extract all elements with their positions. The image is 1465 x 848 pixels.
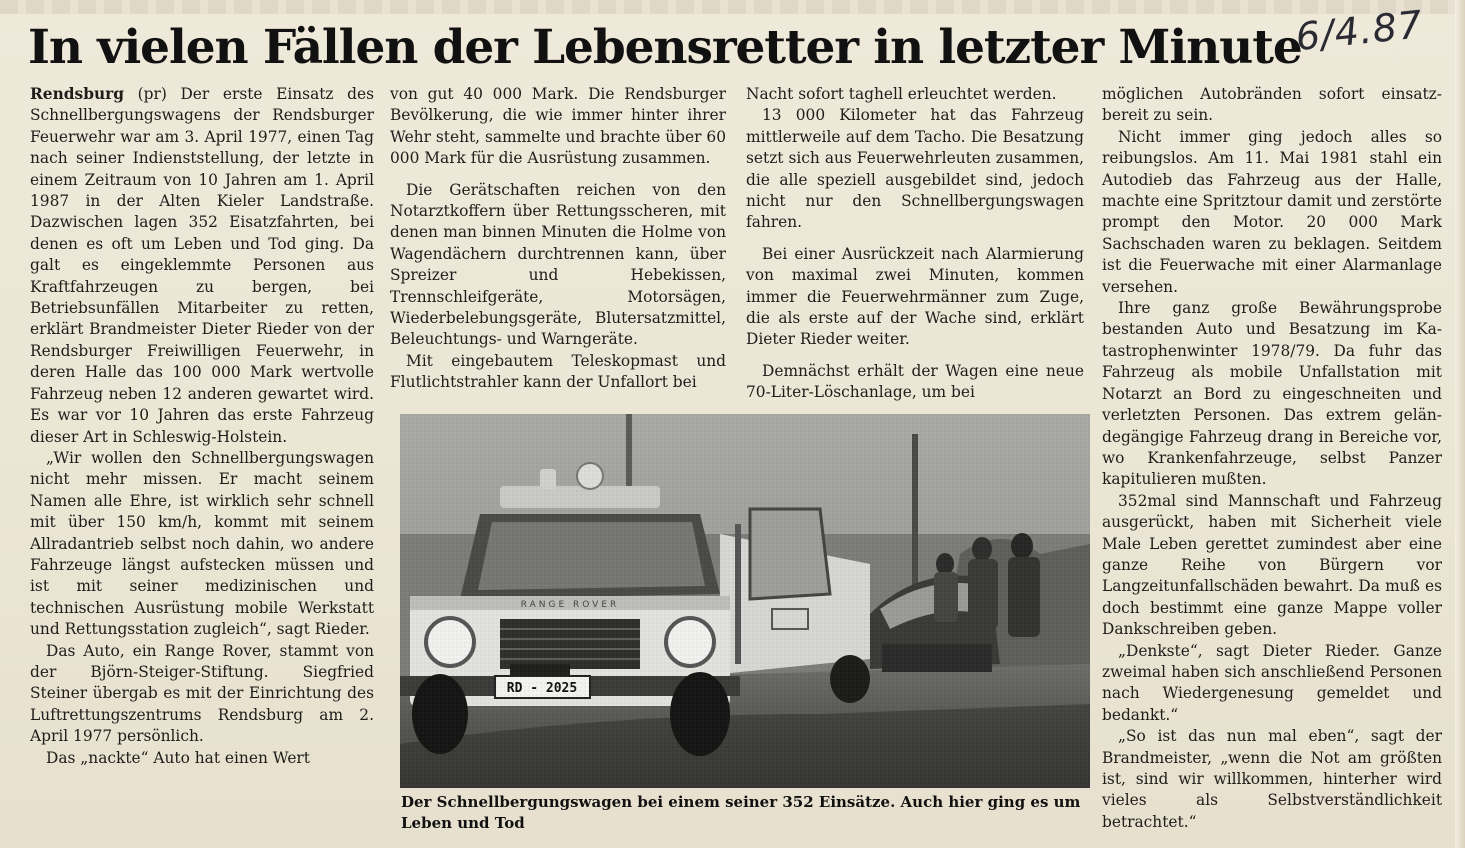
article-column-4: [1102, 84, 1442, 844]
paragraph: Nicht immer ging jedoch alles so reibungslos. Am 11. Mai 1981 stahl ein Autodieb das Fahrzeug aus der Halle, machte eine Spritztour damit und zerstörte prompt den Motor. 20 000 Mark Sachschaden waren zu beklagen. Seitdem ist die Feuerwache mit einer Alarmanlage versehen.: [1102, 127, 1442, 296]
headline: In vielen Fällen der Lebensretter in letzter Minute: [28, 20, 1302, 75]
cut-off-previous-line: [0, 0, 1465, 14]
paragraph: Das „nackte“ Auto hat einen Wert: [46, 748, 310, 767]
article-column-3: [746, 84, 1084, 414]
handwritten-date: 6/4.87: [1293, 2, 1426, 60]
paragraph: 352mal sind Mannschaft und Fahrzeug ausgerückt, haben mit Sicherheit viele Male Leben gerettet zumindest aber eine ganze Reihe von Bürgern vor Langzeitunfallschäden bewahrt. Da muß es doch bestimmt eine ganze Mappe voller Dankschreiben geben.: [1102, 491, 1442, 639]
dateline: Rendsburg: [30, 85, 125, 103]
paragraph: von gut 40 000 Mark. Die Rendsburger Bevölkerung, die wie immer hinter ihrer Wehr steht, sammelte und brachte über 60 000 Mark für die Ausrüstung zusammen.: [390, 85, 726, 168]
paragraph: Rendsburg (pr) Der erste Einsatz des Schnellbergungswagens der Rendsburger Feuerwehr war am 3. April 1977, einen Tag nach seiner Indienststellung, der letzte in einem Zeitraum von 10 Jahren am 1. April 1987 in der Alten Kieler Landstraße. Dazwischen lagen 352 Eisatzfahrten, bei denen es oft um Leben und Tod ging. Da galt es eingeklemmte Personen aus Kraftfahrzeugen zu bergen, bei Betriebsunfällen Mitarbeiter zu retten, erklärt Brandmeister Dieter Rieder von der Rendsburger Freiwilligen Feuerwehr, in deren Halle das 100 000 Mark wertvolle Fahrzeug neben 12 anderen gewartet wird. Es war vor 10 Jahren das erste Fahrzeug dieser Art in Schleswig-Holstein.: [30, 85, 374, 446]
paragraph: Demnächst erhält der Wagen eine neue 70-Liter-Löschanlage, um bei: [746, 361, 1084, 402]
paragraph: Bei einer Ausrückzeit nach Alarmierung von maximal zwei Minuten, kommen immer die Feuerwehrmänner zum Zuge, die als erste auf der Wache sind, erklärt Dieter Rieder weiter.: [746, 244, 1084, 349]
paragraph: „Wir wollen den Schnellbergungswagen nicht mehr missen. Er macht seinem Namen alle Ehre, ist wirklich sehr schnell mit über 150 km/h, kommt mit seinem Allradantrieb selbst noch dahin, wo andere Fahrzeuge längst aufstecken müssen und ist mit seiner medizinischen und technischen Ausrüstung mobile Werkstatt und Rettungsstation zugleich“, sagt Rieder.: [30, 448, 374, 639]
paragraph: Mit eingebautem Teleskopmast und Flutlichtstrahler kann der Unfallort bei: [390, 351, 726, 392]
paragraph: Das Auto, ein Range Rover, stammt von der Björn-Steiger-Stiftung. Siegfried Steiner übergab es mit der Einrichtung des Luftrettungszentrums Rendsburg am 2. April 1977 persönlich.: [30, 641, 374, 746]
article-column-1: [30, 84, 374, 844]
photo-grain: [400, 414, 1090, 788]
paragraph: 13 000 Kilometer hat das Fahrzeug mittlerweile auf dem Tacho. Die Besatzung setzt sich aus Feuerwehrleuten zusammen, die alle speziell ausgebildet sind, jedoch nicht nur den Schnellbergungswagen fahren.: [746, 106, 1084, 232]
photo-rescue-vehicle: [400, 414, 1090, 788]
article-column-2: [390, 84, 726, 414]
paragraph: möglichen Autobränden sofort einsatzbereit zu sein.: [1102, 85, 1442, 125]
paper-edge: [1455, 0, 1465, 848]
paragraph: „Denkste“, sagt Dieter Rieder. Ganze zweimal haben sich anschließend Personen nach Wiedergenesung gemeldet und bedankt.“: [1102, 641, 1442, 724]
paragraph: „So ist das nun mal eben“, sagt der Brandmeister, „wenn die Not am größten ist, sind wir willkommen, hinterher wird vieles als Selbstverständlichkeit betrachtet.“: [1102, 727, 1442, 831]
paragraph: Nacht sofort taghell erleuchtet werden.: [746, 85, 1057, 103]
photo-caption: Der Schnellbergungswagen bei einem seiner 352 Einsätze. Auch hier ging es um Leben und Tod: [401, 793, 1081, 833]
paragraph: Ihre ganz große Bewährungsprobe bestanden Auto und Besatzung im Katastrophenwinter 1978/79. Da fuhr das Fahrzeug als mobile Unfallstation mit Notarzt an Bord zu eingeschneiten und verletzten Personen. Das extrem geländegängige Fahrzeug drang in Bereiche vor, wo Krankenfahrzeuge, selbst Panzer kapitulieren mußten.: [1102, 299, 1442, 489]
paragraph: Die Gerätschaften reichen von den Notarztkoffern über Rettungsscheren, mit denen man binnen Minuten die Holme von Wagendächern durchtrennen kann, über Spreizer und Hebekissen, Trennschleifgeräte, Motorsägen, Wiederbelebungsgeräte, Blutersatzmittel, Beleuchtungs- und Warngeräte.: [390, 180, 726, 349]
article-photo: [400, 414, 1090, 788]
